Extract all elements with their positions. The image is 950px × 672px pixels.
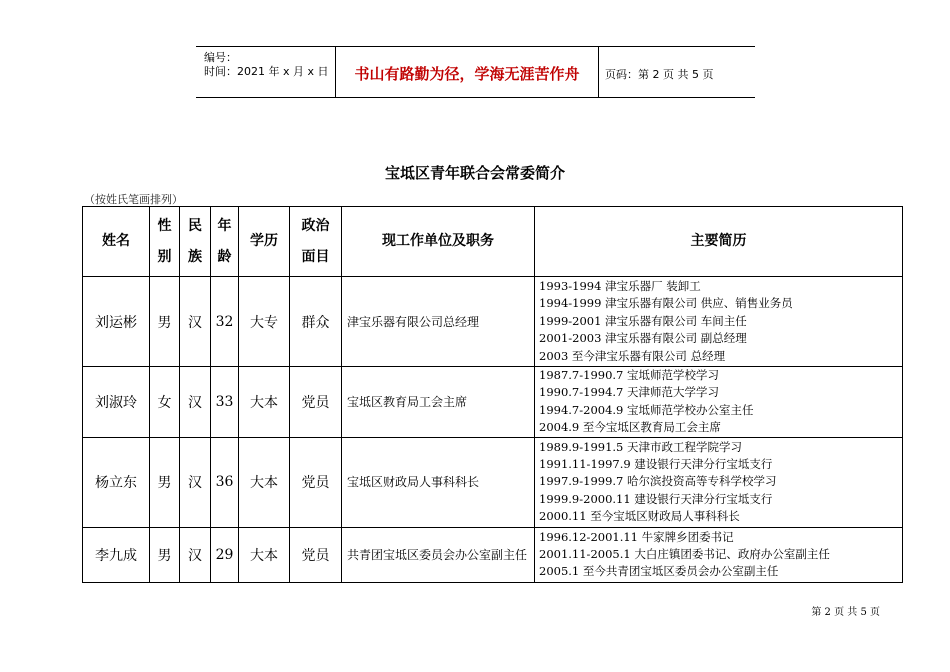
cell-gender: 女 (150, 367, 180, 438)
resume-line: 2005.1 至今共青团宝坻区委员会办公室副主任 (539, 564, 779, 579)
table-row (83, 437, 903, 527)
cell-political: 党员 (290, 527, 342, 582)
table-row (83, 367, 903, 438)
cell-political: 党员 (290, 367, 342, 438)
cell-education: 大专 (239, 277, 290, 367)
cell-resume (535, 277, 903, 367)
cell-age: 32 (211, 277, 239, 367)
cell-resume (535, 367, 903, 438)
cell-ethnicity: 汉 (180, 437, 211, 527)
col-header-name: 姓名 (83, 207, 150, 277)
resume-line: 1994-1999 津宝乐器有限公司 供应、销售业务员 (539, 296, 793, 311)
resume-line: 2001.11-2005.1 大白庄镇团委书记、政府办公室副主任 (539, 546, 830, 561)
header-number: 编号： (204, 51, 237, 64)
resume-line: 2003 至今津宝乐器有限公司 总经理 (539, 348, 726, 363)
page-footer: 第 2 页 共 5 页 (811, 607, 880, 618)
cell-name: 李九成 (83, 527, 150, 582)
cell-ethnicity: 汉 (180, 277, 211, 367)
header-page-number: 页码：第 2 页 共 5 页 (605, 68, 714, 81)
resume-line: 2001-2003 津宝乐器有限公司 副总经理 (539, 331, 747, 346)
resume-line: 1990.7-1994.7 天津师范大学学习 (539, 385, 720, 400)
header-page-cell (599, 47, 755, 97)
resume-line: 1997.9-1999.7 哈尔滨投资高等专科学校学习 (539, 474, 777, 489)
resume-line: 1989.9-1991.5 天津市政工程学院学习 (539, 439, 743, 454)
resume-line: 1999-2001 津宝乐器有限公司 车间主任 (539, 313, 747, 328)
cell-name: 刘淑玲 (83, 367, 150, 438)
cell-gender: 男 (150, 437, 180, 527)
resume-line: 1996.12-2001.11 牛家牌乡团委书记 (539, 529, 734, 544)
cell-ethnicity: 汉 (180, 367, 211, 438)
col-header-political: 政治 面目 (290, 207, 342, 277)
header-time: 时间：2021 年 x 月 x 日 (204, 65, 329, 78)
table-header-row (83, 207, 903, 277)
cell-education: 大本 (239, 527, 290, 582)
page-header (196, 46, 755, 98)
resume-line: 1993-1994 津宝乐器厂 装卸工 (539, 278, 701, 293)
cell-gender: 男 (150, 527, 180, 582)
cell-political: 党员 (290, 437, 342, 527)
cell-name: 刘运彬 (83, 277, 150, 367)
resume-line: 1987.7-1990.7 宝坻师范学校学习 (539, 368, 720, 382)
col-header-ethnicity: 民 族 (180, 207, 211, 277)
resume-line: 2004.9 至今宝坻区教育局工会主席 (539, 420, 721, 435)
cell-political: 群众 (290, 277, 342, 367)
sort-note: （按姓氏笔画排列） (84, 193, 183, 206)
header-meta-cell (196, 47, 336, 97)
cell-ethnicity: 汉 (180, 527, 211, 582)
cell-work: 津宝乐器有限公司总经理 (342, 277, 535, 367)
resume-line: 1994.7-2004.9 宝坻师范学校办公室主任 (539, 402, 754, 417)
header-motto-cell (336, 47, 599, 97)
table-row (83, 277, 903, 367)
col-header-age: 年 龄 (211, 207, 239, 277)
cell-age: 29 (211, 527, 239, 582)
cell-education: 大本 (239, 437, 290, 527)
cell-gender: 男 (150, 277, 180, 367)
cell-work: 宝坻区财政局人事科科长 (342, 437, 535, 527)
document-title: 宝坻区青年联合会常委简介 (384, 164, 565, 182)
resume-line: 1999.9-2000.11 建设银行天津分行宝坻支行 (539, 491, 773, 506)
col-header-gender: 性 别 (150, 207, 180, 277)
resume-line: 2000.11 至今宝坻区财政局人事科科长 (539, 509, 740, 524)
col-header-education: 学历 (239, 207, 290, 277)
cell-education: 大本 (239, 367, 290, 438)
col-header-resume: 主要简历 (535, 207, 903, 277)
cell-resume (535, 437, 903, 527)
cell-work: 共青团宝坻区委员会办公室副主任 (342, 527, 535, 582)
cell-name: 杨立东 (83, 437, 150, 527)
cell-age: 33 (211, 367, 239, 438)
header-motto: 书山有路勤为径，学海无涯苦作舟 (354, 65, 580, 83)
cell-work: 宝坻区教育局工会主席 (342, 367, 535, 438)
table-row (83, 527, 903, 582)
resume-line: 1991.11-1997.9 建设银行天津分行宝坻支行 (539, 457, 773, 472)
cell-age: 36 (211, 437, 239, 527)
member-table (82, 206, 903, 583)
col-header-work: 现工作单位及职务 (342, 207, 535, 277)
cell-resume (535, 527, 903, 582)
